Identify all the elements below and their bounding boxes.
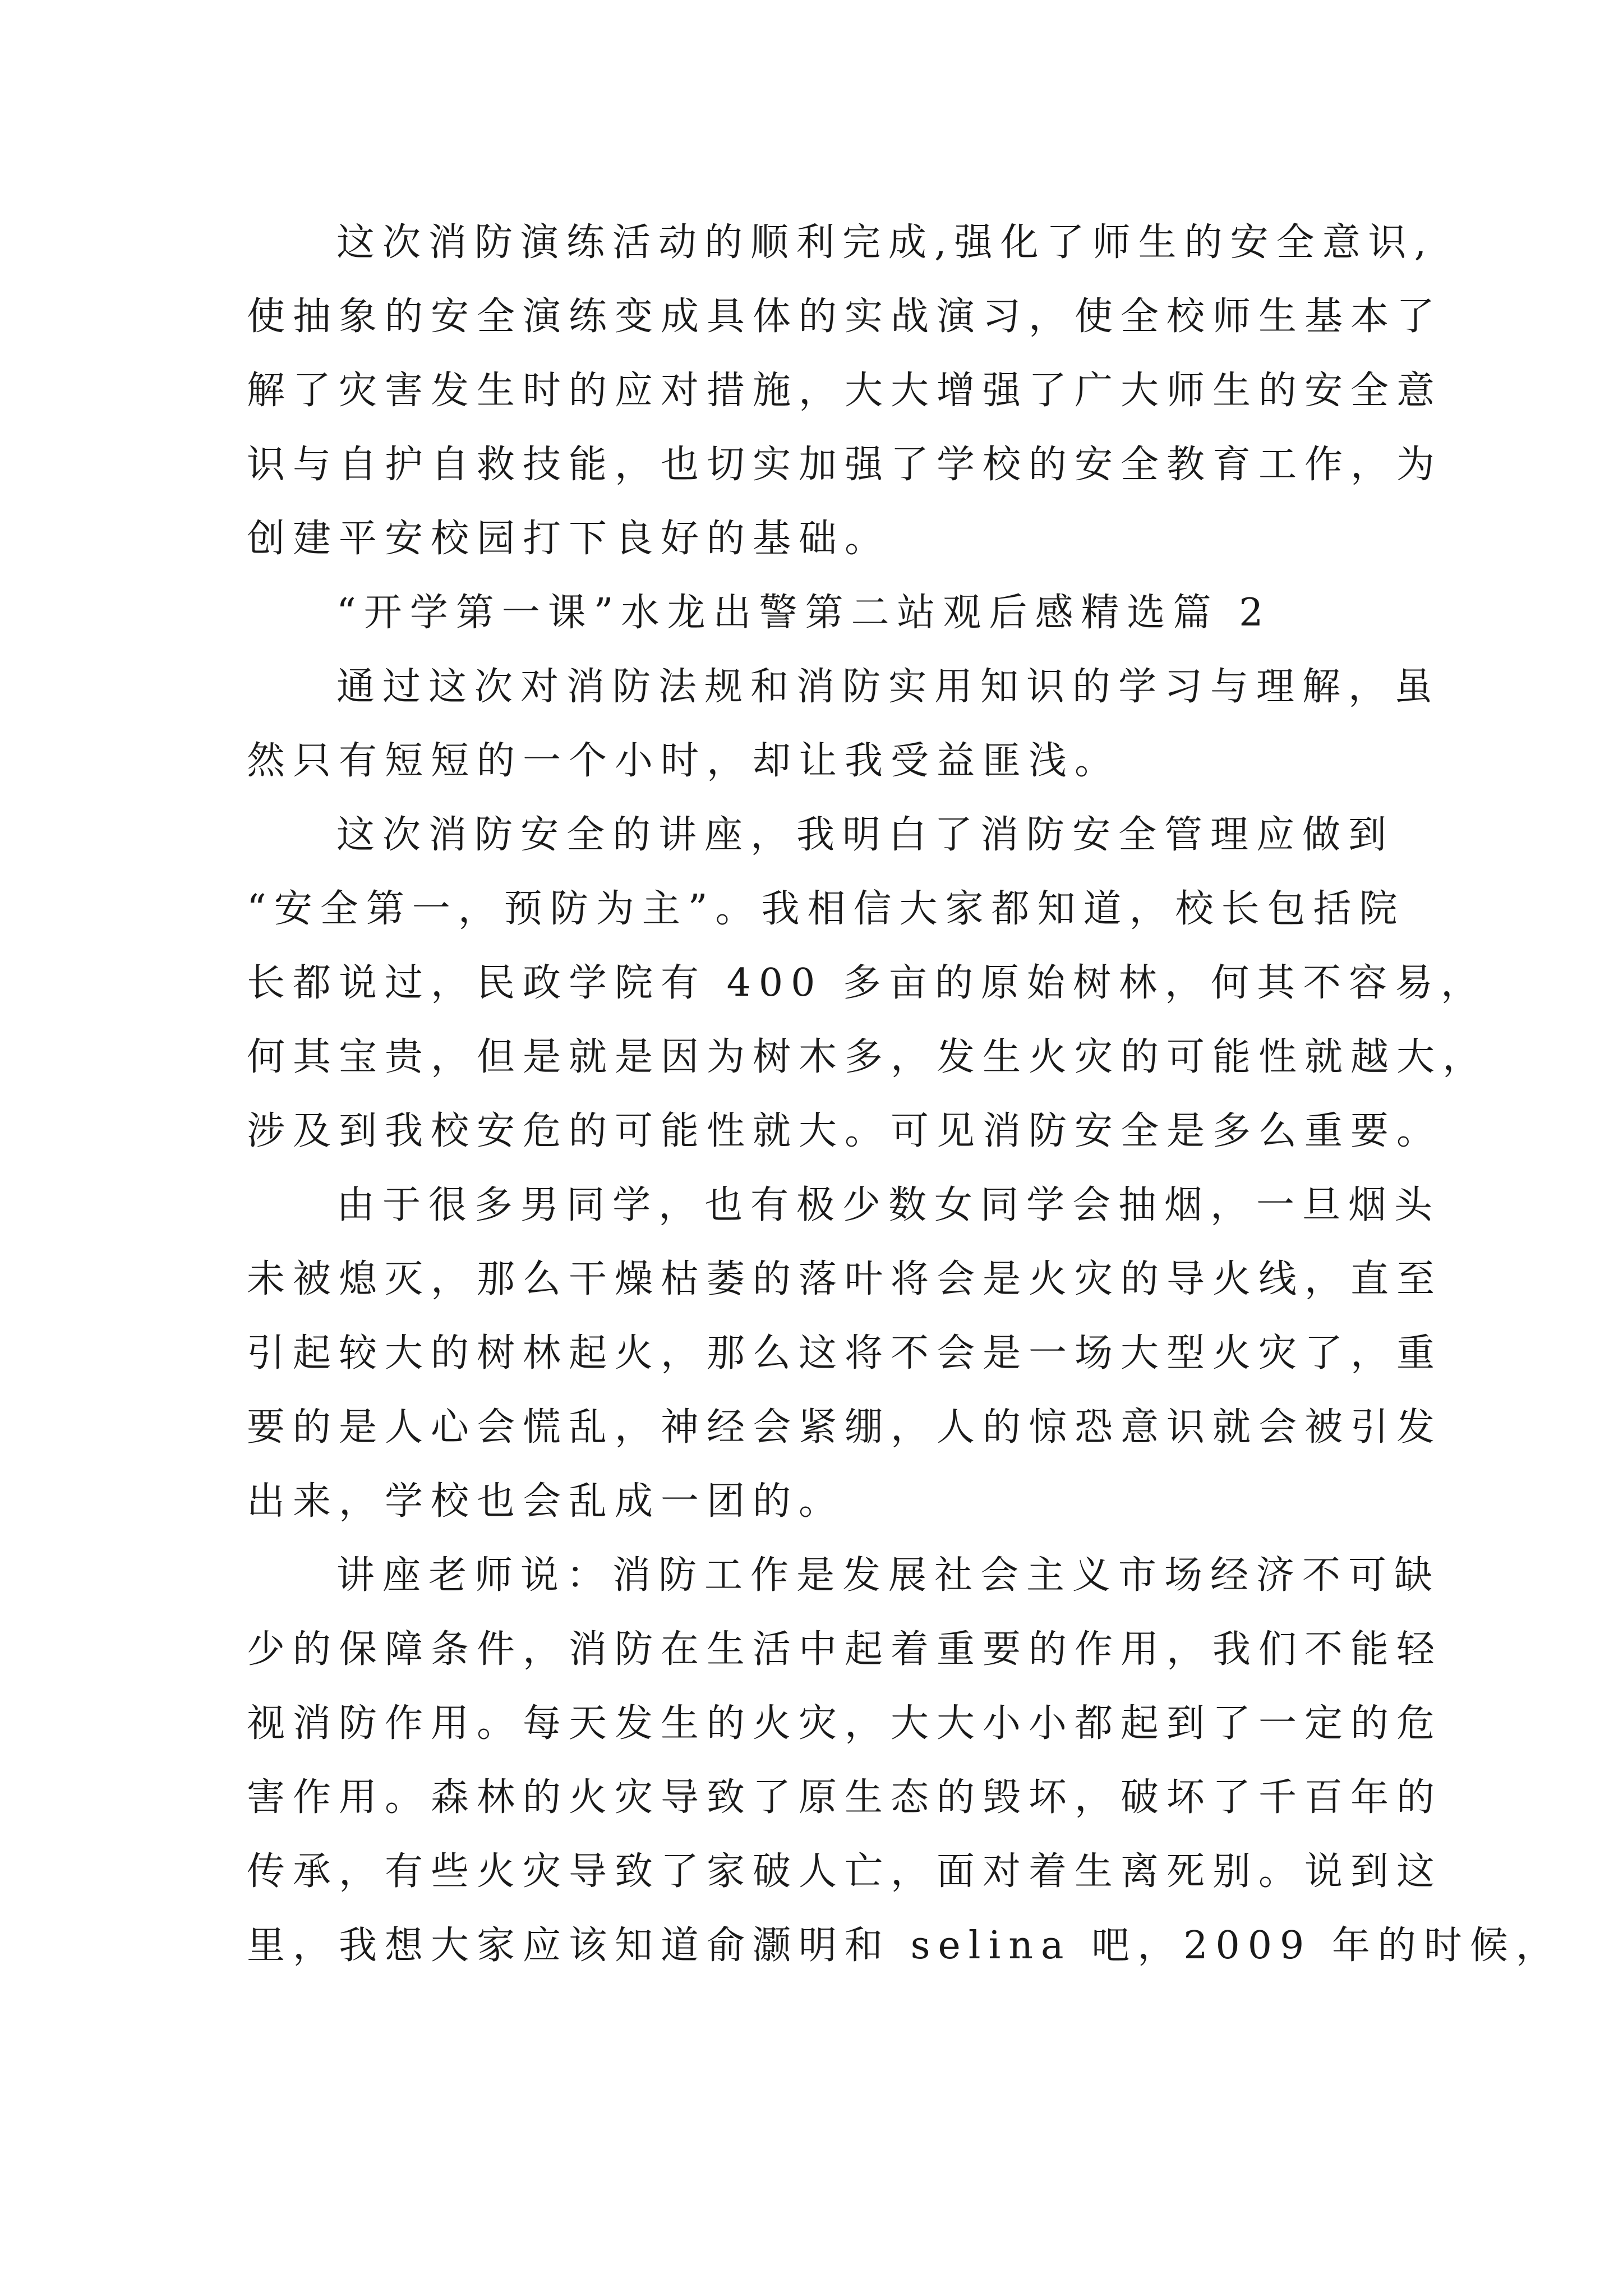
text-line: 视消防作用。每天发生的火灾，大大小小都起到了一定的危 xyxy=(247,1701,1443,1746)
text-line: 然只有短短的一个小时，却让我受益匪浅。 xyxy=(247,739,1121,783)
text-line: 里，我想大家应该知道俞灏明和 selina 吧，2009 年的时候， xyxy=(247,1924,1562,1968)
text-line: 这次消防演练活动的顺利完成,强化了师生的安全意识, xyxy=(336,220,1435,265)
text-line: 长都说过，民政学院有 400 多亩的原始树林，何其不容易， xyxy=(247,961,1487,1005)
text-line: 传承，有些火灾导致了家破人亡，面对着生离死别。说到这 xyxy=(247,1849,1443,1894)
text-line: 使抽象的安全演练变成具体的实战演习，使全校师生基本了 xyxy=(247,295,1443,339)
text-line: 未被熄灭，那么干燥枯萎的落叶将会是火灾的导火线，直至 xyxy=(247,1257,1443,1301)
text-line: 讲座老师说：消防工作是发展社会主义市场经济不可缺 xyxy=(336,1553,1441,1598)
text-line: 害作用。森林的火灾导致了原生态的毁坏，破坏了千百年的 xyxy=(247,1775,1443,1820)
text-line: 何其宝贵，但是就是因为树木多，发生火灾的可能性就越大， xyxy=(247,1035,1489,1079)
text-line: 创建平安校园打下良好的基础。 xyxy=(247,517,891,561)
text-line: 识与自护自救技能，也切实加强了学校的安全教育工作，为 xyxy=(247,443,1443,487)
text-line: 这次消防安全的讲座，我明白了消防安全管理应做到 xyxy=(336,813,1395,857)
text-line: 引起较大的树林起火，那么这将不会是一场大型火灾了，重 xyxy=(247,1331,1443,1375)
section-heading: “开学第一课”水龙出警第二站观后感精选篇 2 xyxy=(336,591,1271,635)
text-line: 要的是人心会慌乱，神经会紧绷，人的惊恐意识就会被引发 xyxy=(247,1405,1443,1450)
text-line: 涉及到我校安危的可能性就大。可见消防安全是多么重要。 xyxy=(247,1109,1443,1153)
text-line: 通过这次对消防法规和消防实用知识的学习与理解，虽 xyxy=(336,665,1441,709)
text-line: 出来，学校也会乱成一团的。 xyxy=(247,1479,845,1524)
text-line: “安全第一，预防为主”。我相信大家都知道，校长包括院 xyxy=(247,887,1405,931)
text-line: 少的保障条件，消防在生活中起着重要的作用，我们不能轻 xyxy=(247,1627,1443,1672)
text-line: 解了灾害发生时的应对措施，大大增强了广大师生的安全意 xyxy=(247,369,1443,413)
text-line: 由于很多男同学，也有极少数女同学会抽烟，一旦烟头 xyxy=(336,1183,1441,1227)
